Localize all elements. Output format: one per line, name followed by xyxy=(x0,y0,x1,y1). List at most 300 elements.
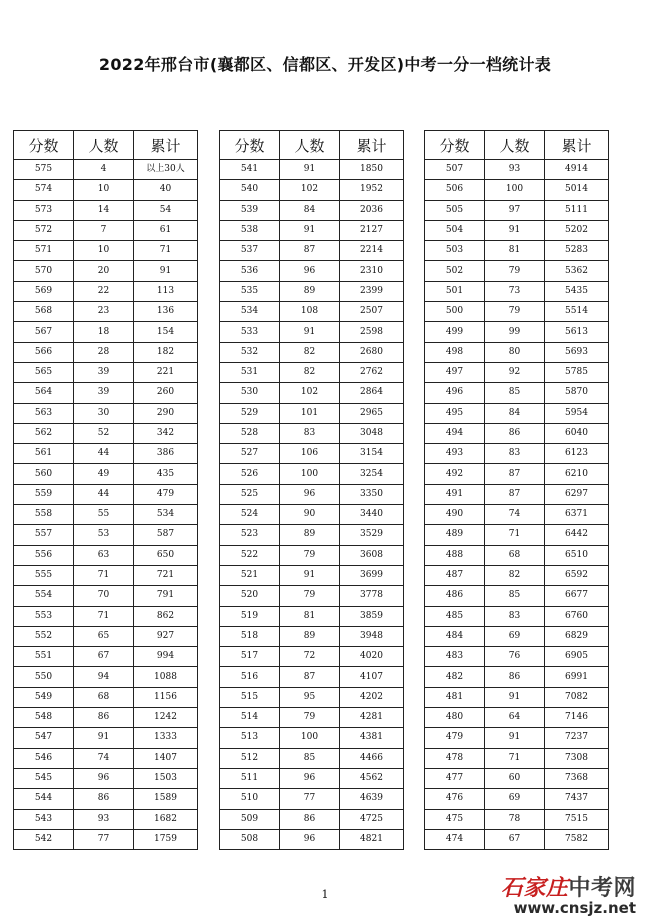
cell-score: 482 xyxy=(425,667,485,687)
cell-score: 540 xyxy=(220,180,280,200)
header-score: 分数 xyxy=(425,131,485,160)
cell-count: 91 xyxy=(280,160,340,180)
cell-score: 492 xyxy=(425,464,485,484)
cell-score: 513 xyxy=(220,728,280,748)
cell-count: 44 xyxy=(74,484,134,504)
cell-cumulative: 4381 xyxy=(340,728,404,748)
cell-count: 28 xyxy=(74,342,134,362)
cell-cumulative: 3529 xyxy=(340,525,404,545)
cell-cumulative: 2680 xyxy=(340,342,404,362)
cell-count: 76 xyxy=(485,647,545,667)
watermark-url: www.cnsjz.net xyxy=(513,899,636,917)
cell-score: 501 xyxy=(425,281,485,301)
table-row xyxy=(425,667,609,687)
cell-count: 86 xyxy=(74,708,134,728)
cell-cumulative: 3699 xyxy=(340,565,404,585)
cell-cumulative: 2036 xyxy=(340,200,404,220)
table-row xyxy=(425,484,609,504)
cell-cumulative: 862 xyxy=(134,606,198,626)
cell-count: 79 xyxy=(280,586,340,606)
cell-cumulative: 1952 xyxy=(340,180,404,200)
cell-cumulative: 2965 xyxy=(340,403,404,423)
cell-cumulative: 4914 xyxy=(545,160,609,180)
cell-cumulative: 6905 xyxy=(545,647,609,667)
table-row xyxy=(425,728,609,748)
cell-score: 573 xyxy=(14,200,74,220)
table-row xyxy=(220,606,404,626)
cell-count: 100 xyxy=(280,728,340,748)
table-row xyxy=(220,362,404,382)
cell-cumulative: 1242 xyxy=(134,708,198,728)
table-row xyxy=(14,444,198,464)
cell-count: 60 xyxy=(485,768,545,788)
table-row xyxy=(14,484,198,504)
cell-cumulative: 650 xyxy=(134,545,198,565)
cell-score: 530 xyxy=(220,383,280,403)
cell-score: 547 xyxy=(14,728,74,748)
cell-count: 87 xyxy=(280,241,340,261)
cell-cumulative: 1156 xyxy=(134,687,198,707)
table-row xyxy=(220,545,404,565)
cell-score: 498 xyxy=(425,342,485,362)
cell-score: 544 xyxy=(14,789,74,809)
table-row xyxy=(14,687,198,707)
cell-score: 554 xyxy=(14,586,74,606)
table-row xyxy=(220,342,404,362)
cell-cumulative: 6592 xyxy=(545,565,609,585)
cell-cumulative: 7437 xyxy=(545,789,609,809)
cell-count: 52 xyxy=(74,423,134,443)
cell-cumulative: 5613 xyxy=(545,322,609,342)
cell-cumulative: 479 xyxy=(134,484,198,504)
cell-count: 89 xyxy=(280,525,340,545)
table-row xyxy=(425,545,609,565)
cell-count: 91 xyxy=(485,728,545,748)
cell-count: 87 xyxy=(485,484,545,504)
table-row xyxy=(220,505,404,525)
table-row xyxy=(425,241,609,261)
table-row xyxy=(220,464,404,484)
table-row xyxy=(425,383,609,403)
cell-score: 503 xyxy=(425,241,485,261)
cell-count: 92 xyxy=(485,362,545,382)
cell-score: 562 xyxy=(14,423,74,443)
cell-cumulative: 587 xyxy=(134,525,198,545)
cell-score: 551 xyxy=(14,647,74,667)
cell-score: 488 xyxy=(425,545,485,565)
cell-cumulative: 2310 xyxy=(340,261,404,281)
cell-score: 476 xyxy=(425,789,485,809)
cell-count: 49 xyxy=(74,464,134,484)
table-row xyxy=(425,565,609,585)
table-row xyxy=(14,606,198,626)
cell-count: 100 xyxy=(280,464,340,484)
cell-cumulative: 1682 xyxy=(134,809,198,829)
cell-count: 78 xyxy=(485,809,545,829)
cell-score: 550 xyxy=(14,667,74,687)
cell-cumulative: 4725 xyxy=(340,809,404,829)
cell-cumulative: 1850 xyxy=(340,160,404,180)
cell-count: 86 xyxy=(485,423,545,443)
cell-cumulative: 154 xyxy=(134,322,198,342)
table-row xyxy=(220,687,404,707)
page-title: 2022年邢台市(襄都区、信都区、开发区)中考一分一档统计表 xyxy=(98,55,552,74)
cell-count: 20 xyxy=(74,261,134,281)
cell-count: 101 xyxy=(280,403,340,423)
cell-count: 87 xyxy=(280,667,340,687)
cell-count: 99 xyxy=(485,322,545,342)
table-row xyxy=(14,708,198,728)
cell-score: 507 xyxy=(425,160,485,180)
table-row xyxy=(425,748,609,768)
table-row xyxy=(14,281,198,301)
cell-count: 67 xyxy=(74,647,134,667)
header-count: 人数 xyxy=(485,131,545,160)
cell-score: 527 xyxy=(220,444,280,464)
table-row xyxy=(425,708,609,728)
cell-cumulative: 1407 xyxy=(134,748,198,768)
cell-cumulative: 3048 xyxy=(340,423,404,443)
table-row xyxy=(14,586,198,606)
score-table-3 xyxy=(424,130,609,850)
cell-cumulative: 6371 xyxy=(545,505,609,525)
cell-score: 569 xyxy=(14,281,74,301)
cell-cumulative: 113 xyxy=(134,281,198,301)
header-cumulative: 累计 xyxy=(340,131,404,160)
cell-count: 108 xyxy=(280,302,340,322)
cell-cumulative: 54 xyxy=(134,200,198,220)
cell-score: 526 xyxy=(220,464,280,484)
cell-count: 84 xyxy=(485,403,545,423)
cell-cumulative: 5693 xyxy=(545,342,609,362)
cell-score: 536 xyxy=(220,261,280,281)
cell-score: 556 xyxy=(14,545,74,565)
cell-cumulative: 6760 xyxy=(545,606,609,626)
watermark-text: 中考网 xyxy=(568,876,636,901)
cell-count: 91 xyxy=(280,220,340,240)
cell-cumulative: 3350 xyxy=(340,484,404,504)
cell-score: 565 xyxy=(14,362,74,382)
cell-count: 53 xyxy=(74,525,134,545)
cell-score: 525 xyxy=(220,484,280,504)
cell-score: 514 xyxy=(220,708,280,728)
cell-score: 552 xyxy=(14,626,74,646)
cell-score: 508 xyxy=(220,829,280,849)
cell-count: 71 xyxy=(74,565,134,585)
cell-cumulative: 4562 xyxy=(340,768,404,788)
cell-count: 83 xyxy=(280,423,340,443)
table-row xyxy=(14,647,198,667)
cell-cumulative: 4466 xyxy=(340,748,404,768)
cell-score: 568 xyxy=(14,302,74,322)
cell-score: 477 xyxy=(425,768,485,788)
cell-cumulative: 6510 xyxy=(545,545,609,565)
cell-cumulative: 91 xyxy=(134,261,198,281)
table-row xyxy=(425,322,609,342)
cell-score: 539 xyxy=(220,200,280,220)
cell-cumulative: 7308 xyxy=(545,748,609,768)
cell-score: 495 xyxy=(425,403,485,423)
cell-cumulative: 71 xyxy=(134,241,198,261)
cell-cumulative: 1759 xyxy=(134,829,198,849)
cell-count: 81 xyxy=(280,606,340,626)
cell-cumulative: 4107 xyxy=(340,667,404,687)
cell-cumulative: 4202 xyxy=(340,687,404,707)
cell-cumulative: 6677 xyxy=(545,586,609,606)
cell-score: 481 xyxy=(425,687,485,707)
cell-score: 561 xyxy=(14,444,74,464)
cell-count: 91 xyxy=(74,728,134,748)
table-row xyxy=(14,768,198,788)
cell-count: 22 xyxy=(74,281,134,301)
table-row xyxy=(220,403,404,423)
table-row xyxy=(14,728,198,748)
table-row xyxy=(220,180,404,200)
cell-count: 100 xyxy=(485,180,545,200)
cell-count: 63 xyxy=(74,545,134,565)
cell-count: 69 xyxy=(485,789,545,809)
cell-cumulative: 1503 xyxy=(134,768,198,788)
cell-count: 4 xyxy=(74,160,134,180)
table-row xyxy=(220,423,404,443)
cell-count: 89 xyxy=(280,626,340,646)
table-row xyxy=(14,464,198,484)
table-row xyxy=(220,383,404,403)
cell-cumulative: 6297 xyxy=(545,484,609,504)
cell-score: 484 xyxy=(425,626,485,646)
cell-cumulative: 6040 xyxy=(545,423,609,443)
cell-score: 543 xyxy=(14,809,74,829)
table-row xyxy=(14,626,198,646)
cell-cumulative: 5202 xyxy=(545,220,609,240)
cell-score: 502 xyxy=(425,261,485,281)
cell-score: 531 xyxy=(220,362,280,382)
cell-count: 93 xyxy=(485,160,545,180)
cell-cumulative: 136 xyxy=(134,302,198,322)
table-row xyxy=(14,383,198,403)
cell-cumulative: 1589 xyxy=(134,789,198,809)
cell-count: 85 xyxy=(280,748,340,768)
cell-cumulative: 7515 xyxy=(545,809,609,829)
table-row xyxy=(425,261,609,281)
cell-score: 493 xyxy=(425,444,485,464)
cell-cumulative: 6829 xyxy=(545,626,609,646)
cell-cumulative: 6123 xyxy=(545,444,609,464)
header-score: 分数 xyxy=(220,131,280,160)
cell-count: 23 xyxy=(74,302,134,322)
table-row xyxy=(14,160,198,180)
cell-cumulative: 1333 xyxy=(134,728,198,748)
cell-count: 68 xyxy=(485,545,545,565)
cell-score: 574 xyxy=(14,180,74,200)
cell-count: 85 xyxy=(485,586,545,606)
cell-count: 67 xyxy=(485,829,545,849)
table-row xyxy=(425,423,609,443)
cell-count: 71 xyxy=(485,525,545,545)
cell-count: 91 xyxy=(280,322,340,342)
watermark-logo: 石家庄 xyxy=(500,876,569,901)
table-row xyxy=(425,403,609,423)
cell-count: 85 xyxy=(485,383,545,403)
table-row xyxy=(220,160,404,180)
cell-cumulative: 435 xyxy=(134,464,198,484)
cell-score: 516 xyxy=(220,667,280,687)
cell-cumulative: 4020 xyxy=(340,647,404,667)
table-row xyxy=(220,647,404,667)
cell-cumulative: 4821 xyxy=(340,829,404,849)
cell-score: 505 xyxy=(425,200,485,220)
watermark-brand xyxy=(501,871,636,902)
cell-score: 511 xyxy=(220,768,280,788)
cell-score: 523 xyxy=(220,525,280,545)
table-row xyxy=(220,261,404,281)
table-row xyxy=(220,281,404,301)
table-row xyxy=(14,302,198,322)
cell-count: 68 xyxy=(74,687,134,707)
cell-cumulative: 221 xyxy=(134,362,198,382)
cell-count: 90 xyxy=(280,505,340,525)
cell-count: 82 xyxy=(280,342,340,362)
table-row xyxy=(14,667,198,687)
cell-cumulative: 1088 xyxy=(134,667,198,687)
cell-count: 96 xyxy=(280,261,340,281)
table-row xyxy=(425,606,609,626)
cell-score: 529 xyxy=(220,403,280,423)
cell-count: 96 xyxy=(280,768,340,788)
score-table-1 xyxy=(13,130,198,850)
cell-count: 86 xyxy=(74,789,134,809)
cell-count: 91 xyxy=(485,220,545,240)
score-table-2 xyxy=(219,130,404,850)
table-row xyxy=(425,626,609,646)
table-row xyxy=(14,261,198,281)
cell-cumulative: 260 xyxy=(134,383,198,403)
cell-count: 79 xyxy=(280,708,340,728)
cell-score: 571 xyxy=(14,241,74,261)
table-row xyxy=(425,200,609,220)
cell-cumulative: 534 xyxy=(134,505,198,525)
cell-count: 71 xyxy=(74,606,134,626)
cell-count: 82 xyxy=(280,362,340,382)
cell-score: 520 xyxy=(220,586,280,606)
cell-score: 515 xyxy=(220,687,280,707)
header-count: 人数 xyxy=(280,131,340,160)
cell-score: 572 xyxy=(14,220,74,240)
cell-score: 485 xyxy=(425,606,485,626)
cell-cumulative: 5785 xyxy=(545,362,609,382)
table-row xyxy=(14,505,198,525)
table-row xyxy=(220,667,404,687)
cell-score: 558 xyxy=(14,505,74,525)
cell-count: 106 xyxy=(280,444,340,464)
cell-count: 79 xyxy=(280,545,340,565)
cell-count: 71 xyxy=(485,748,545,768)
header-cumulative: 累计 xyxy=(134,131,198,160)
table-row xyxy=(220,322,404,342)
table-row xyxy=(14,748,198,768)
cell-score: 479 xyxy=(425,728,485,748)
table-row xyxy=(14,200,198,220)
cell-count: 7 xyxy=(74,220,134,240)
cell-count: 91 xyxy=(280,565,340,585)
table-row xyxy=(14,565,198,585)
cell-cumulative: 6991 xyxy=(545,667,609,687)
cell-count: 77 xyxy=(280,789,340,809)
cell-score: 487 xyxy=(425,565,485,585)
cell-cumulative: 2864 xyxy=(340,383,404,403)
cell-count: 80 xyxy=(485,342,545,362)
cell-count: 96 xyxy=(74,768,134,788)
cell-cumulative: 以上30人 xyxy=(134,160,198,180)
cell-score: 541 xyxy=(220,160,280,180)
cell-score: 474 xyxy=(425,829,485,849)
cell-score: 478 xyxy=(425,748,485,768)
cell-score: 546 xyxy=(14,748,74,768)
cell-score: 486 xyxy=(425,586,485,606)
cell-cumulative: 3859 xyxy=(340,606,404,626)
cell-score: 553 xyxy=(14,606,74,626)
cell-score: 489 xyxy=(425,525,485,545)
table-row xyxy=(425,302,609,322)
cell-score: 521 xyxy=(220,565,280,585)
table-row xyxy=(14,789,198,809)
cell-score: 517 xyxy=(220,647,280,667)
table-row xyxy=(14,545,198,565)
cell-score: 491 xyxy=(425,484,485,504)
cell-score: 524 xyxy=(220,505,280,525)
cell-cumulative: 5954 xyxy=(545,403,609,423)
cell-cumulative: 342 xyxy=(134,423,198,443)
cell-score: 475 xyxy=(425,809,485,829)
cell-score: 528 xyxy=(220,423,280,443)
cell-score: 557 xyxy=(14,525,74,545)
cell-cumulative: 2127 xyxy=(340,220,404,240)
cell-cumulative: 7582 xyxy=(545,829,609,849)
table-row xyxy=(220,708,404,728)
table-row xyxy=(220,484,404,504)
cell-cumulative: 994 xyxy=(134,647,198,667)
cell-cumulative: 3948 xyxy=(340,626,404,646)
cell-score: 494 xyxy=(425,423,485,443)
cell-score: 522 xyxy=(220,545,280,565)
table-row xyxy=(220,302,404,322)
cell-count: 10 xyxy=(74,241,134,261)
cell-score: 504 xyxy=(425,220,485,240)
table-row xyxy=(14,403,198,423)
cell-count: 96 xyxy=(280,829,340,849)
cell-count: 39 xyxy=(74,362,134,382)
cell-cumulative: 5111 xyxy=(545,200,609,220)
cell-cumulative: 3440 xyxy=(340,505,404,525)
cell-count: 93 xyxy=(74,809,134,829)
table-row xyxy=(425,768,609,788)
cell-cumulative: 182 xyxy=(134,342,198,362)
cell-score: 542 xyxy=(14,829,74,849)
cell-score: 566 xyxy=(14,342,74,362)
table-row xyxy=(14,829,198,849)
cell-cumulative: 6210 xyxy=(545,464,609,484)
table-row xyxy=(425,505,609,525)
table-row xyxy=(220,200,404,220)
table-row xyxy=(425,281,609,301)
cell-score: 512 xyxy=(220,748,280,768)
cell-cumulative: 2399 xyxy=(340,281,404,301)
cell-count: 86 xyxy=(280,809,340,829)
cell-cumulative: 5514 xyxy=(545,302,609,322)
table-row xyxy=(220,809,404,829)
header-count: 人数 xyxy=(74,131,134,160)
cell-score: 560 xyxy=(14,464,74,484)
